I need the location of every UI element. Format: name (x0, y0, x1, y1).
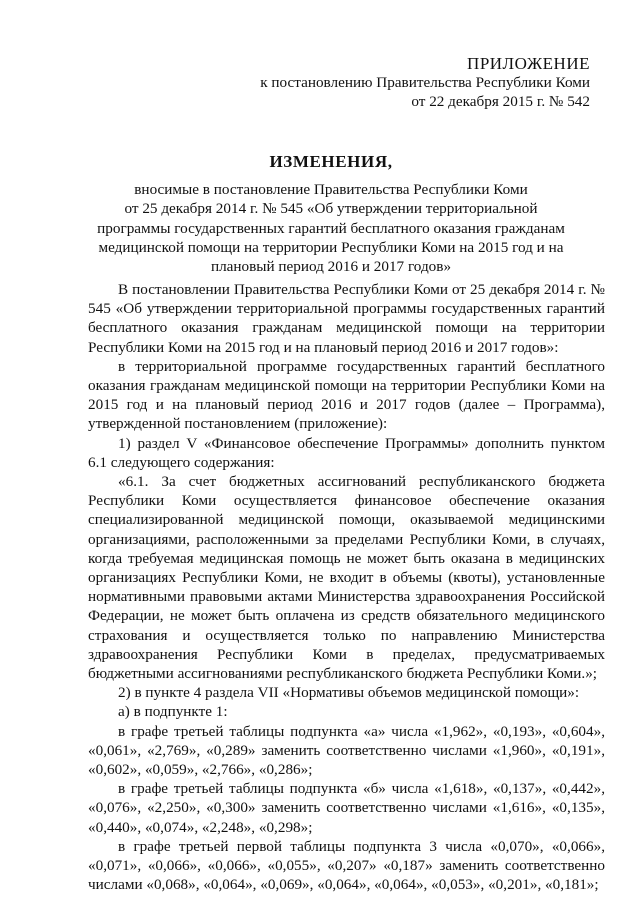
title-line: плановый период 2016 и 2017 годов» (210, 258, 452, 276)
body-paragraph: «6.1. За счет бюджетных ассигнований республиканского бюджета Республики Коми осуществляется финансовое обеспечение оказания специализированной медицинской помощи, оказываемой медицинскими организациями, расположенными за пределами Республики Коми, в случаях, когда требуемая медицинская помощь не может быть оказана в медицинских организациях Республики Коми, не входит в объемы (квоты), установленные нормативными правовыми актами Министерства здравоохранения Российской Федерации, не может быть оплачена из средств обязательного медицинского страхования и осуществляется только по направлению Министерства здравоохранения Республики Коми в пределах, предусматриваемых бюджетными ассигнованиями республиканского бюджета Республики Коми.»; (88, 473, 605, 683)
appendix-header (260, 54, 590, 111)
appendix-label: ПРИЛОЖЕНИЕ (467, 54, 590, 73)
body-paragraph: 2) в пункте 4 раздела VII «Нормативы объемов медицинской помощи»: (118, 684, 580, 702)
body-paragraph: в графе третьей таблицы подпункта «а» числа «1,962», «0,193», «0,604», «0,061», «2,769», «0,289» заменить соответственно числами «1,960», «0,191», «0,602», «0,059», «2,766», «0,286»; (88, 722, 605, 779)
title-heading: ИЗМЕНЕНИЯ, (269, 152, 393, 171)
body-paragraph: а) в подпункте 1: (118, 703, 228, 721)
body-paragraph: в графе третьей таблицы подпункта «б» числа «1,618», «0,137», «0,442», «0,076», «2,250», «0,300» заменить соответственно числами «1,616», «0,135», «0,440», «0,074», «2,248», «0,298»; (88, 780, 605, 836)
resolution-date-number: от 22 декабря 2015 г. № 542 (411, 93, 590, 110)
resolution-reference: к постановлению Правительства Республики Коми (260, 74, 590, 91)
document-title (80, 152, 582, 276)
body-paragraph: 1) раздел V «Финансовое обеспечение Программы» дополнить пунктом 6.1 следующего содержания: (88, 434, 605, 471)
title-line: медицинской помощи на территории Республики Коми на 2015 год и на (98, 238, 564, 256)
body-paragraph: В постановлении Правительства Республики Коми от 25 декабря 2014 г. № 545 «Об утверждении территориальной программы государственных гарантий бесплатного оказания гражданам медицинской помощи на территории Республики Коми на 2015 год и на плановый период 2016 и 2017 годов»: (88, 281, 605, 356)
title-line: вносимые в постановление Правительства Республики Коми (134, 181, 528, 199)
body-paragraph: в территориальной программе государственных гарантий бесплатного оказания гражданам медицинской помощи на территории Республики Коми на 2015 год и на плановый период 2016 и 2017 годов (далее – Программа), утвержденной постановлением (приложение): (88, 357, 605, 433)
body-paragraph: в графе третьей первой таблицы подпункта 3 числа «0,070», «0,066», «0,071», «0,066», «0,066», «0,055», «0,207» «0,187» заменить соответственно числами «0,068», «0,064», «0,069», «0,064», «0,064», «0,053», «0,201», «0,181»; (88, 837, 605, 894)
title-line: от 25 декабря 2014 г. № 545 «Об утверждении территориальной (124, 200, 538, 218)
title-line: программы государственных гарантий бесплатного оказания гражданам (97, 219, 565, 237)
document-body (88, 280, 605, 895)
